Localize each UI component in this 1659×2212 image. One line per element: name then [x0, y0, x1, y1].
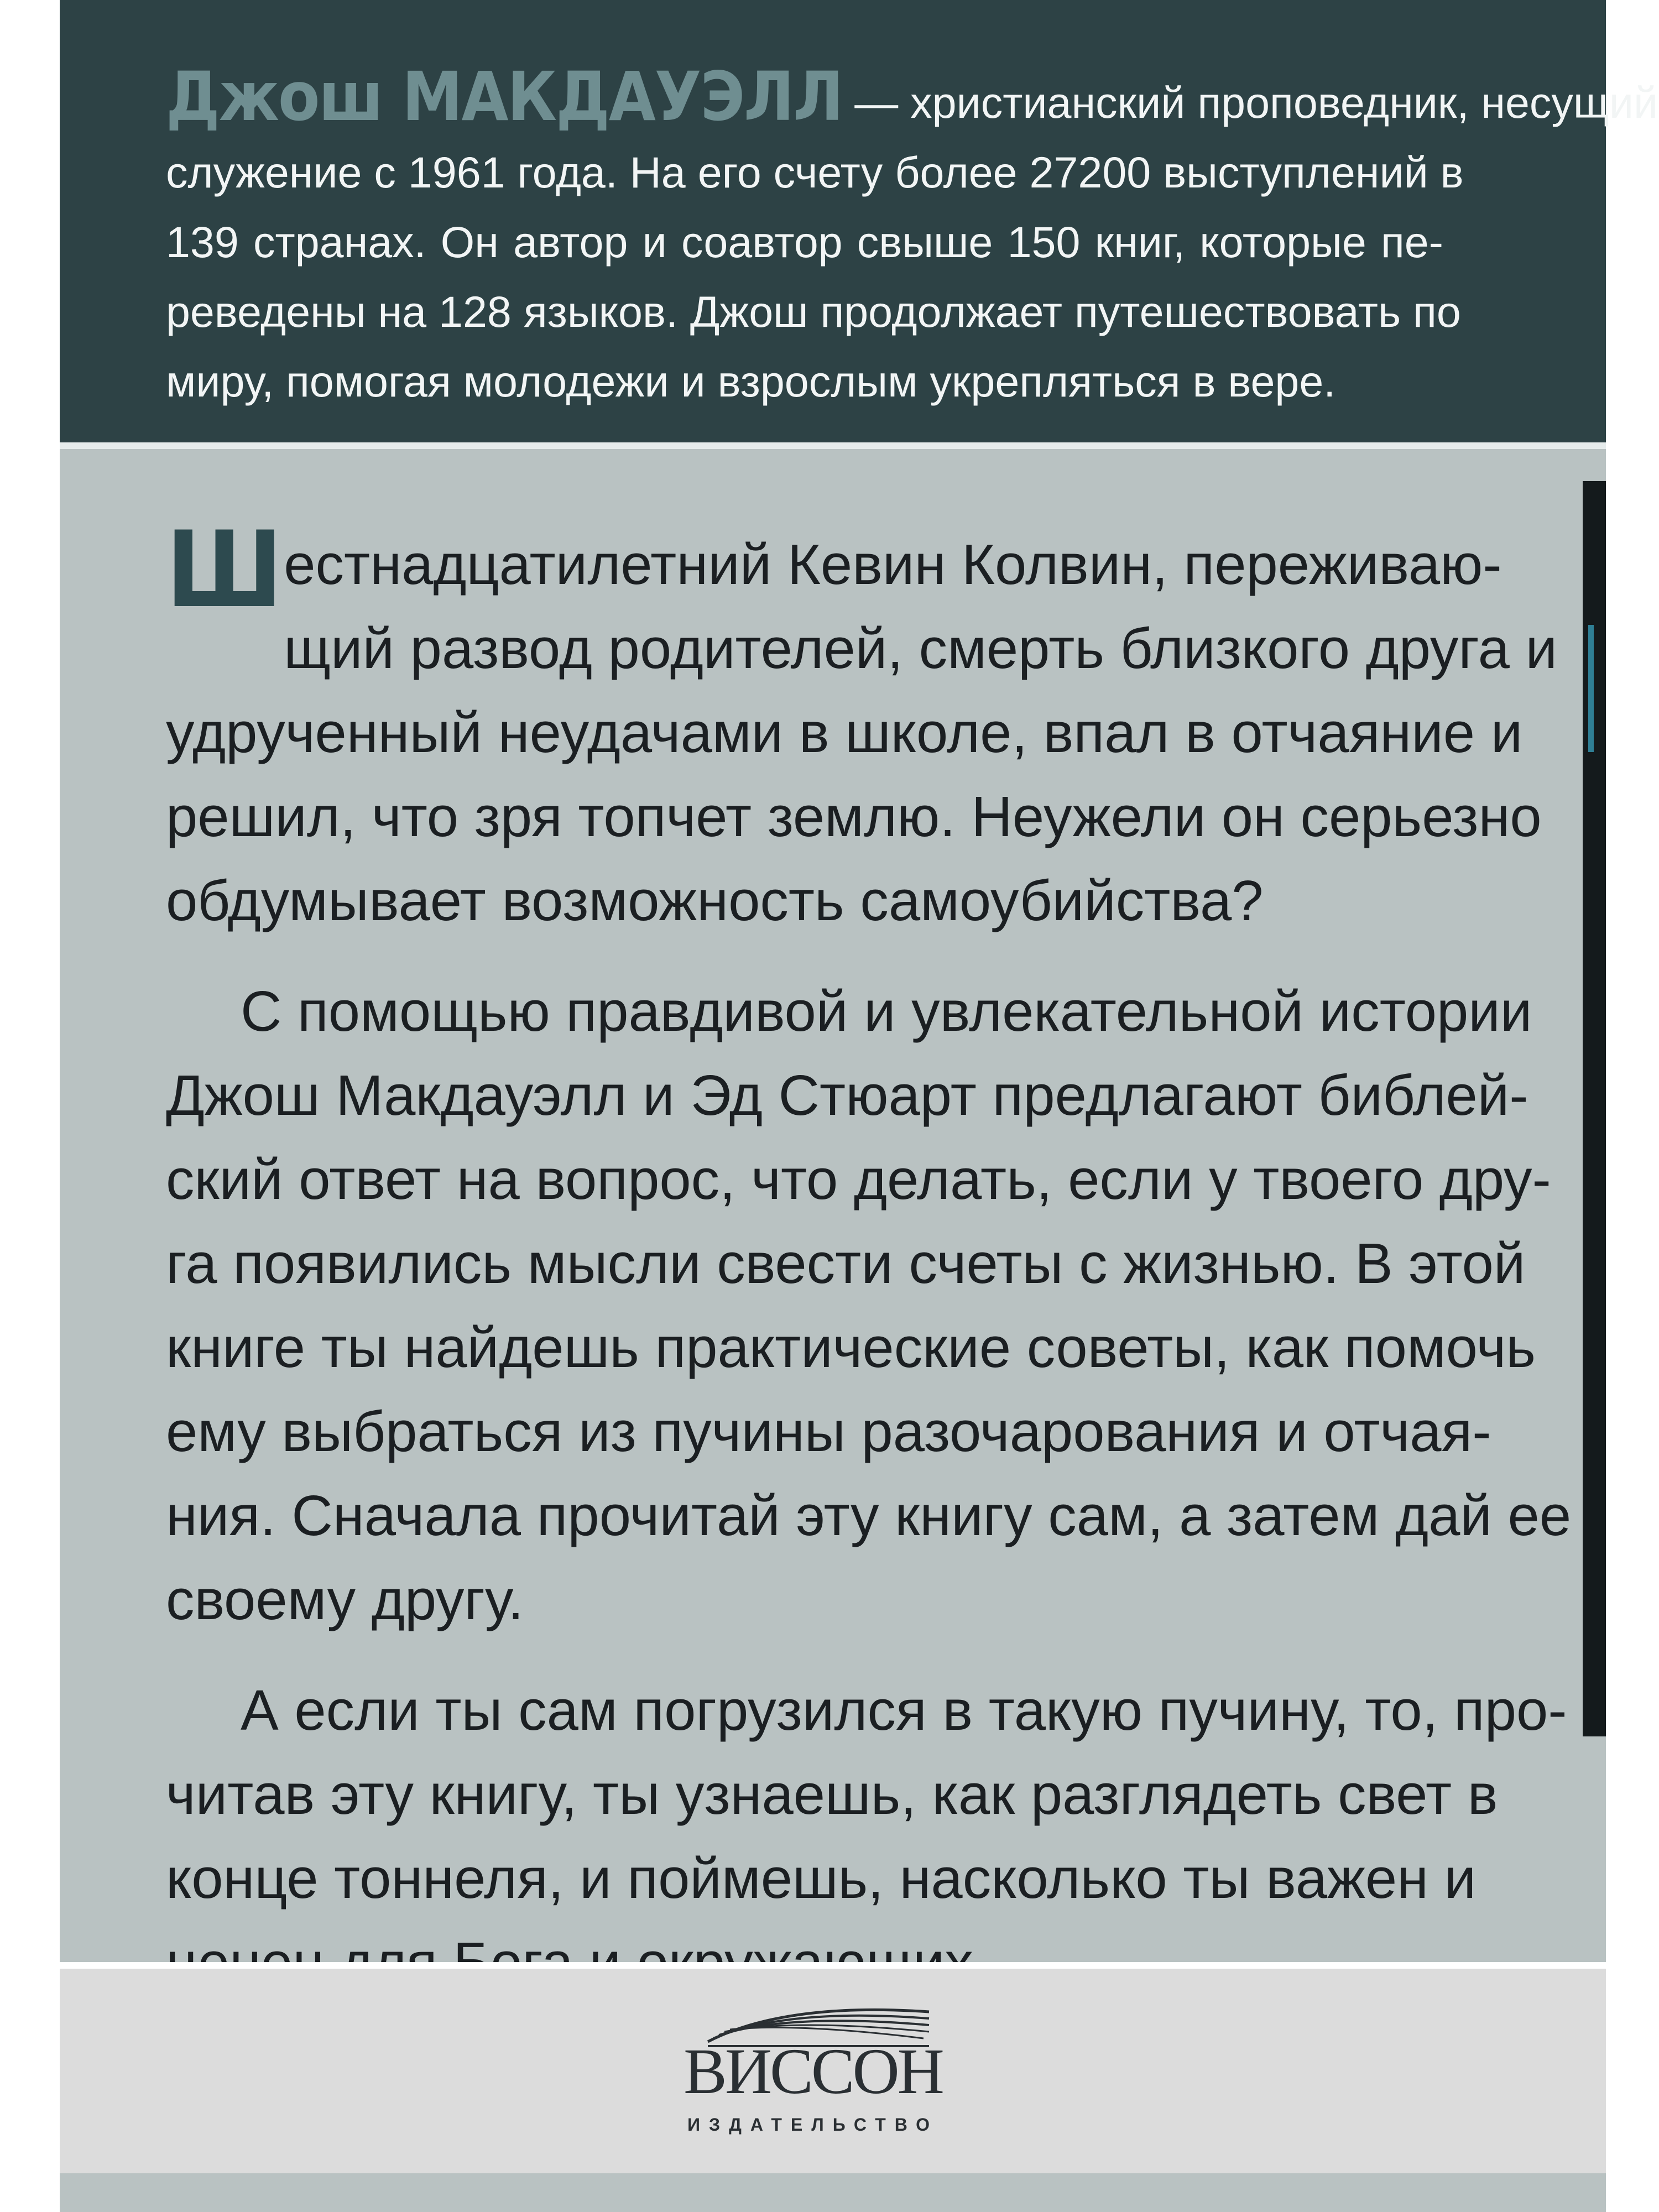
text-line: удрученный неудачами в школе, впал в отчаяние и	[166, 701, 1523, 764]
author-bio	[166, 58, 1658, 416]
text-line: обдумывает возможность самоубийства?	[166, 869, 1264, 932]
page-edge	[1606, 0, 1659, 2212]
publisher-name: ВИССОН	[684, 2035, 942, 2107]
publisher-logo	[669, 1991, 957, 2157]
spine-edge	[1583, 481, 1606, 1736]
text-line: конце тоннеля, и поймешь, насколько ты важен и	[166, 1846, 1477, 1910]
text-line: читав эту книгу, ты узнаешь, как разглядеть свет в	[166, 1762, 1498, 1826]
paragraph-1	[166, 509, 1558, 943]
bio-line-2: служение с 1961 года. На его счету более 27200 выступлений в	[166, 148, 1464, 197]
text-line: решил, что зря топчет землю. Неужели он серьезно	[166, 785, 1542, 848]
text-line: ский ответ на вопрос, что делать, если у твоего дру-	[166, 1147, 1551, 1211]
bottom-divider	[60, 1962, 1606, 1969]
spine-accent	[1588, 625, 1594, 752]
bio-line-1: Джош МАКДАУЭЛЛ — христианский проповедник, несущий	[166, 58, 1658, 136]
text-line: С помощью правдивой и увлекательной истории	[241, 979, 1532, 1043]
text-line: ему выбраться из пучины разочарования и отчая-	[166, 1400, 1491, 1463]
book-description	[166, 509, 1572, 2005]
text-line: А если ты сам погрузился в такую пучину, то, про-	[241, 1678, 1567, 1742]
text-line: щий развод родителей, смерть близкого друга и	[284, 617, 1558, 680]
text-line: своему другу.	[166, 1568, 524, 1631]
bio-line-5: миру, помогая молодежи и взрослым укрепляться в вере.	[166, 357, 1336, 406]
text-line: ния. Сначала прочитай эту книгу сам, а затем дай ее	[166, 1484, 1572, 1547]
drop-cap: Ш	[166, 509, 281, 631]
author-name: Джош МАКДАУЭЛЛ	[166, 58, 843, 136]
text-line: естнадцатилетний Кевин Колвин, переживаю-	[284, 533, 1502, 596]
paragraph-2	[166, 969, 1572, 1642]
publisher-subtitle: ИЗДАТЕЛЬСТВО	[687, 2115, 938, 2135]
text-line: га появились мысли свести счеты с жизнью. В этой	[166, 1232, 1526, 1295]
text-line: книге ты найдешь практические советы, как помочь	[166, 1316, 1536, 1379]
bio-line-4: реведены на 128 языков. Джош продолжает путешествовать по	[166, 287, 1461, 336]
paragraph-3	[166, 1668, 1567, 2005]
text-line: Джош Макдауэлл и Эд Стюарт предлагают библей-	[166, 1063, 1528, 1127]
bio-line-3: 139 странах. Он автор и соавтор свыше 150 книг, которые пе-	[166, 217, 1443, 267]
band-divider	[60, 442, 1606, 449]
